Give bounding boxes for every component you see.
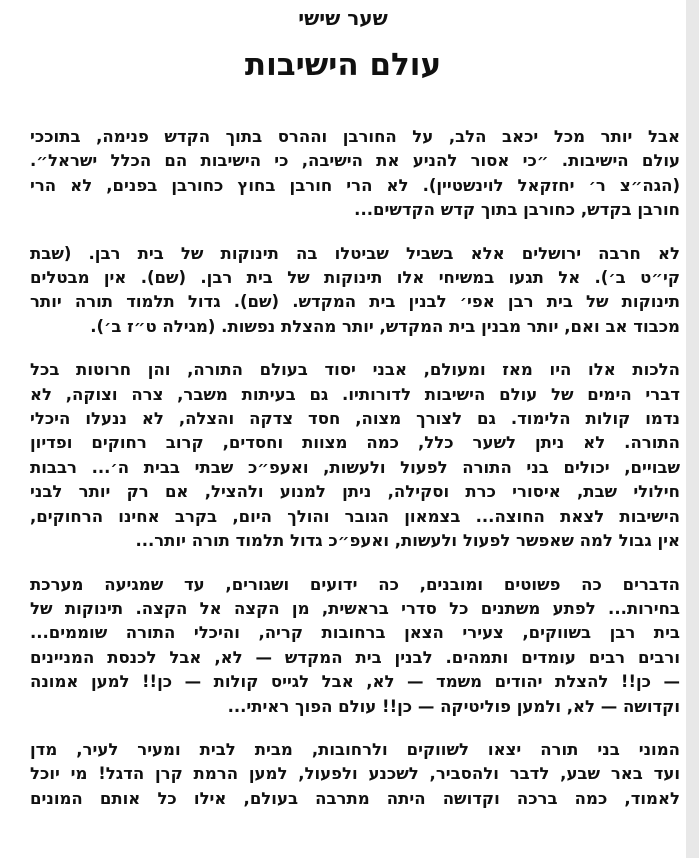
text-line: הישיבות לצאת החוצה... בצמאון הגובר והולך היום, בקרב אחינו הרחוקים, (30, 506, 680, 526)
section-label: שער שישי (298, 6, 388, 30)
text-line: עולם הישיבות. ״כי אסור להניע את הישיבה, כי הישיבות הם הכלל ישראל״. (30, 151, 680, 171)
text-line: חורבן בקדש, כחורבן בתוך קדש הקדשים... (354, 200, 680, 220)
text-line: נדמו קולות הלימוד. גם לצורך מצוה, חסד צדקה והצלה, לא ננעלו היכלי (30, 409, 680, 429)
paragraph-1 (30, 125, 680, 223)
text-line: בית רבן בשווקים, צעירי הצאן ברחובות קריה, והיכלי התורה שוממים... (30, 623, 680, 643)
text-line: אבל יותר מכל יכאב הלב, על החורבן וההרס בתוך הקדש פנימה, בתוככי (30, 127, 680, 146)
text-line: (הגה״צ ר׳ יחזקאל לוינשטיין). לא הרי חורבן בחוץ כחורבן בפנים, לא הרי (30, 175, 680, 195)
text-line: לאמוד, כמה ברכה וקדושה היתה מתרבה בעולם, אילו כל אותם המונים (30, 788, 680, 808)
text-line: מכבוד אב ואם, יותר מבנין בית המקדש, יותר מהצלת נפשות. (מגילה ט״ז ב׳). (90, 316, 680, 336)
paragraph-3 (30, 358, 680, 553)
paragraph-5 (30, 738, 680, 811)
text-line: חילולי שבת, איסורי כרת וסקילה, ניתן למנוע ולהציל, אם רק יותר לבני (30, 482, 680, 502)
text-line: התורה. לא ניתן לשער כלל, כמה מצוות וחסדים, קרוב רחוקים ופדיון (30, 433, 680, 453)
paragraph-2 (30, 242, 680, 340)
text-line: תינוקות של בית רבן אפי׳ לבנין בית המקדש. (שם). גדול תלמוד תורה יותר (30, 292, 680, 312)
text-line: בחירות... לפתע משתנים כל סדרי בראשית, מן הקצה אל הקצה. תינוקות של (30, 598, 680, 618)
page-title: עולם הישיבות (244, 47, 442, 83)
text-line: וקדושה — לא, ולמען פוליטיקה — כן!! עולם הפוך ראיתי... (227, 696, 680, 716)
body-text (30, 125, 680, 830)
text-line: דברי הימים של עולם הישיבות לדורותיו. גם בעיתות משבר, צרה וצוקה, לא (30, 384, 680, 404)
page-edge (686, 0, 699, 858)
text-line: אין גבול למה שאפשר לפעול ולעשות, ואעפ״כ גדול תלמוד תורה יותר... (135, 531, 680, 551)
text-line: הלכות אלו היו מאז ומעולם, אבני יסוד בעולם התורה, והן חרוטות בכל (30, 360, 680, 380)
text-line: הדברים כה פשוטים ומובנים, כה ידועים ושגורים, עד שמגיעה מערכת (30, 574, 680, 594)
text-line: — כן!! להצלת יהודים משמד — לא, אבל לגייס קולות — כן!! למען אמונה (30, 672, 680, 692)
text-line: ורבים רבים עומדים ותמהים. לבנין בית המקדש — לא, אבל לכנסת המניינים (30, 647, 680, 667)
text-line: קי״ט ב׳). אל תגעו במשיחי אלו תינוקות של בית רבן. (שם). אין מבטלים (30, 268, 680, 288)
paragraph-4 (30, 573, 680, 719)
text-line: לא חרבה ירושלים אלא בשביל שביטלו בה תינוקות של בית רבן. (שבת (30, 243, 680, 263)
text-line: ועד באר שבע, לדבר ולהסביר, לשכנע ולפעול, למען הרמת קרן הדגל! מי יוכל (30, 764, 680, 784)
text-line: המוני בני תורה יצאו לשווקים ולרחובות, מבית לבית ומעיר לעיר, מדן (30, 739, 680, 759)
text-line: שבויים, יכולים בני התורה לפעול ולעשות, ואעפ״כ שבתי בבית ה׳... רבבות (30, 457, 680, 477)
